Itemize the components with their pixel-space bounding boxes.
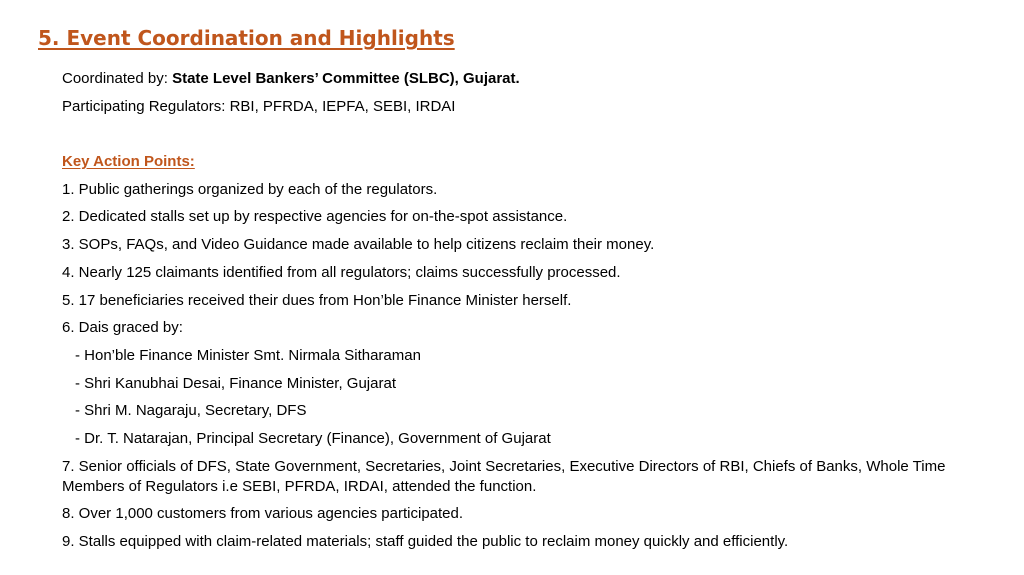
action-point-6: 6. Dais graced by: bbox=[62, 319, 183, 337]
action-point-8: 8. Over 1,000 customers from various agencies participated. bbox=[62, 505, 464, 523]
action-point-2: 2. Dedicated stalls set up by respective agencies for on-the-spot assistance. bbox=[62, 208, 568, 226]
slide-title: 5. Event Coordination and Highlights bbox=[38, 26, 455, 50]
dais-member-3: - Shri M. Nagaraju, Secretary, DFS bbox=[75, 402, 307, 420]
action-point-5: 5. 17 beneficiaries received their dues from Hon’ble Finance Minister herself. bbox=[62, 291, 572, 309]
spacer bbox=[62, 124, 982, 152]
coordinated-by-value: State Level Bankers’ Committee (SLBC), Gujarat. bbox=[172, 70, 520, 87]
action-point-7: 7. Senior officials of DFS, State Government, Secretaries, Joint Secretaries, Executive Directors of RBI, Chiefs of Banks, Whole Time Members of Regulators i.e SEBI, PFRDA, IRDAI, attended the function. bbox=[62, 457, 946, 495]
dais-member-2: - Shri Kanubhai Desai, Finance Minister, Gujarat bbox=[75, 374, 396, 392]
action-point-9: 9. Stalls equipped with claim-related materials; staff guided the public to reclaim money quickly and efficiently. bbox=[62, 533, 789, 550]
dais-member-1: - Hon’ble Finance Minister Smt. Nirmala Sitharaman bbox=[75, 346, 421, 364]
action-point-1: 1. Public gatherings organized by each of the regulators. bbox=[62, 180, 438, 198]
dais-member-4: - Dr. T. Natarajan, Principal Secretary (Finance), Government of Gujarat bbox=[75, 429, 551, 447]
action-point-4: 4. Nearly 125 claimants identified from all regulators; claims successfully processed. bbox=[62, 263, 621, 281]
participating-regulators-line: Participating Regulators: RBI, PFRDA, IEPFA, SEBI, IRDAI bbox=[62, 97, 456, 115]
slide-content bbox=[62, 69, 982, 560]
coordinated-by-label: Coordinated by: bbox=[62, 70, 173, 87]
action-point-3: 3. SOPs, FAQs, and Video Guidance made available to help citizens reclaim their money. bbox=[62, 236, 655, 254]
key-action-points-heading: Key Action Points: bbox=[62, 153, 195, 171]
coordinated-by-line bbox=[62, 69, 982, 89]
